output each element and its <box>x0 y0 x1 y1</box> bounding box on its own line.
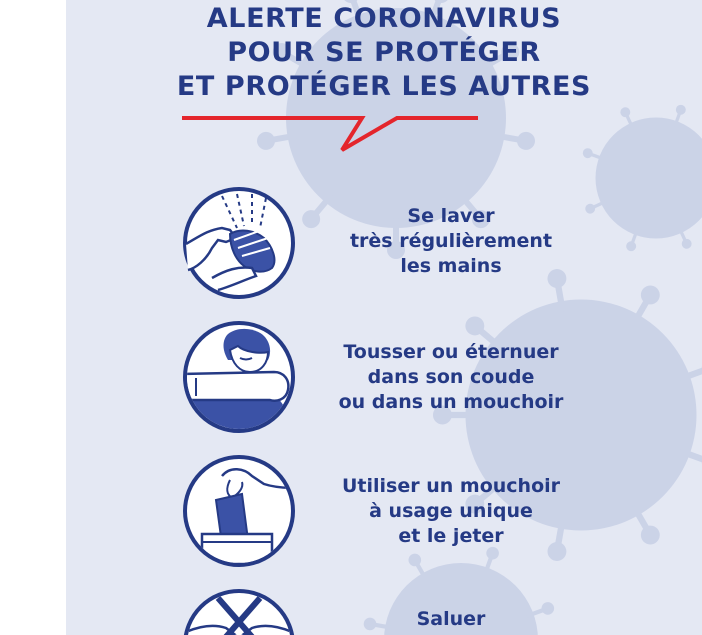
poster <box>66 0 702 635</box>
gesture-row-cough <box>66 320 702 438</box>
caption-line: Utiliser un mouchoir <box>342 475 560 497</box>
tissue-box-icon <box>182 454 296 568</box>
caption-line: ou dans un mouchoir <box>338 391 564 413</box>
gesture-row-handwashing <box>66 186 702 304</box>
no-handshake-icon <box>182 588 296 635</box>
gesture-row-tissue <box>66 454 702 572</box>
caption-line: Saluer <box>416 608 486 630</box>
caption-line: très régulièrement <box>349 230 553 252</box>
headline-line-3: ET PROTÉGER LES AUTRES <box>176 71 592 102</box>
caption-line: Tousser ou éternuer <box>343 341 559 363</box>
gesture-caption-tissue <box>306 474 596 549</box>
caption-line: les mains <box>400 255 502 277</box>
gesture-row-greeting <box>66 588 702 635</box>
gesture-caption-greeting <box>306 607 596 632</box>
handwashing-icon <box>182 186 296 300</box>
caption-line: dans son coude <box>367 366 535 388</box>
caption-line: et le jeter <box>398 525 504 547</box>
gesture-caption-handwashing <box>306 204 596 279</box>
headline-line-2: POUR SE PROTÉGER <box>227 37 541 68</box>
caption-line: Se laver <box>407 205 495 227</box>
speech-bubble-underline <box>182 114 478 154</box>
headline-line-1: ALERTE CORONAVIRUS <box>206 3 562 34</box>
cough-elbow-icon <box>182 320 296 434</box>
caption-line: à usage unique <box>369 500 533 522</box>
gesture-caption-cough <box>306 340 596 415</box>
